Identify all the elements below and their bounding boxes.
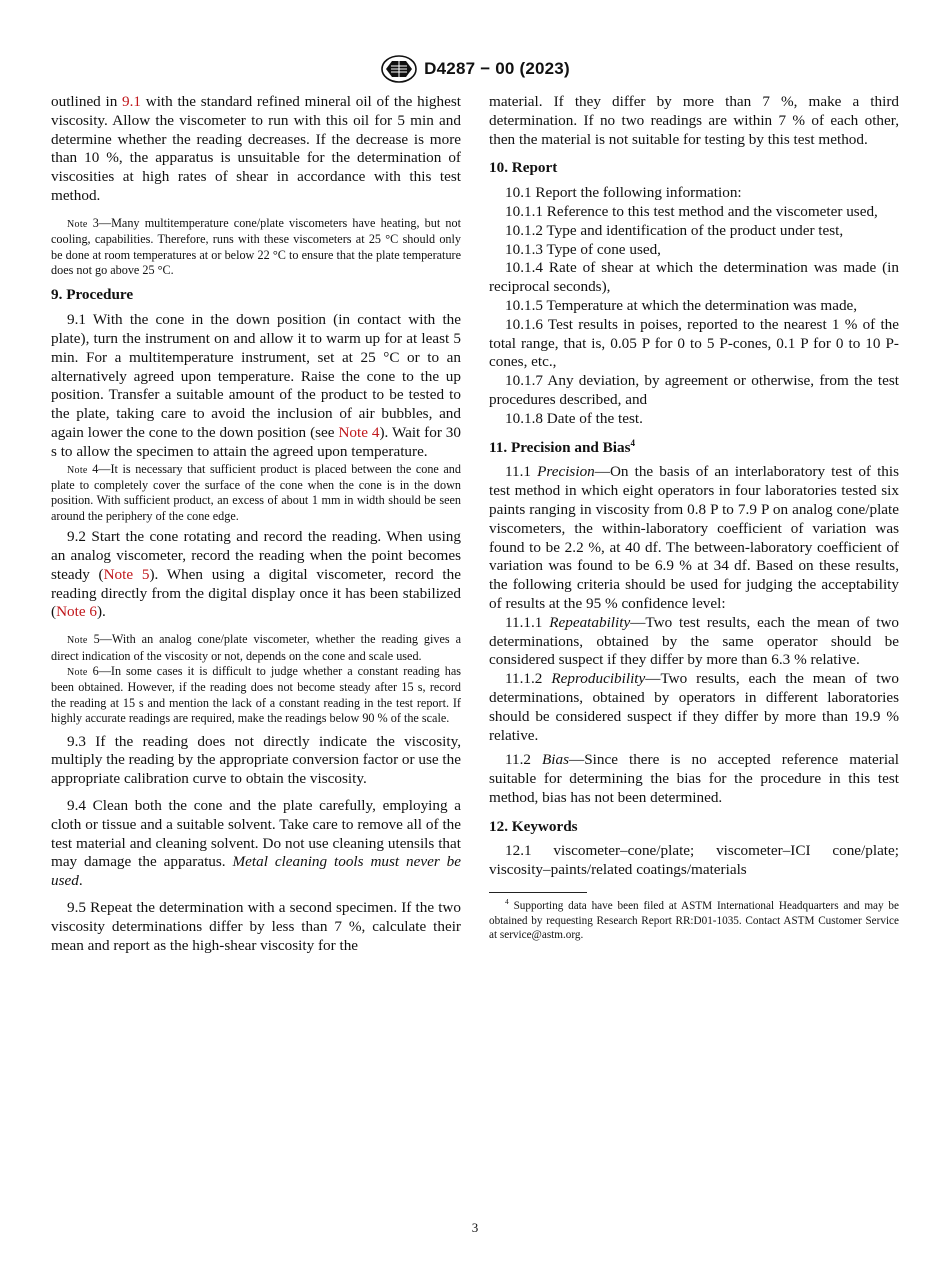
para-10-1-3: 10.1.3 Type of cone used, — [505, 240, 661, 258]
note-4: Note 4—It is necessary that sufficient product is placed between the cone and plate to completely cover the surface of the cone when the cone is in the down position. With sufficient product, an excess of about 1 mm in width should be seen around the periphery of the cone edge. — [51, 461, 461, 523]
heading-precision-and-bias: 11. Precision and Bias$^4$ — [489, 437, 635, 456]
para-12-1: 12.1 viscometer–cone/plate; viscometer–ICI cone/plate; viscosity–paints/related coatings/materials — [489, 842, 899, 879]
footnote-divider — [489, 892, 587, 893]
page-number: 3 — [471, 1220, 479, 1235]
para-9-5-continuation: material. If they differ by more than 7 %, make a third determination. If no two readings are within 7 % of each other, then the material is not suitable for testing by this test method. — [489, 93, 899, 148]
para-11-1-2: 11.1.2 Reproducibility—Two results, each the mean of two determinations, obtained by operators in different laboratories should be considered suspect if they differ by more than 19.9 % relative. — [489, 670, 899, 744]
footnote-4: $^4$ Supporting data have been filed at ASTM International Headquarters and may be obtained by requesting Research Report RR:D01-1035. Contact ASTM Customer Service at service@astm.org. — [489, 897, 899, 942]
note-3: Note 3—Many multitemperature cone/plate viscometers have heating, but not cooling, capabilities. Therefore, runs with these viscometers at 25 °C should only be done at room temperatures at or below 22 °C to ensure that the plate temperature does not go above 25 °C. — [51, 215, 461, 277]
note-5-link[interactable]: Note 5 — [103, 565, 150, 583]
page-header — [0, 54, 950, 89]
para-11-1-1: 11.1.1 Repeatability—Two test results, each the mean of two determinations, obtained by the same operator should be considered suspect if they differ by more than 6.3 % relative. — [489, 613, 900, 669]
para-10-1-6: 10.1.6 Test results in poises, reported to the nearest 1 % of the total range, that is, 0.05 P for 0 to 5 P-cones, 0.1 P for 0 to 10 P-cones, etc., — [489, 315, 899, 371]
heading-report: 10. Report — [489, 159, 558, 177]
para-10-1-8: 10.1.8 Date of the test. — [505, 409, 643, 427]
para-11-2: 11.2 Bias—Since there is no accepted reference material suitable for determining the bias for the procedure in this test method, bias has not been determined. — [489, 751, 900, 806]
section-8-continuation: outlined in 9.1 with the standard refined mineral oil of the highest viscosity. Allow the viscometer to run with this oil for 5 min and determine whether the reading decreases. If the decrease is more than 10 %, the apparatus is unsuitable for the determination of viscosities at high rates of shear in accordance with this test method. — [51, 93, 461, 204]
heading-keywords: 12. Keywords — [489, 817, 578, 835]
note-5: Note 5—With an analog cone/plate viscometer, whether the reading gives a direct indication of the viscosity or not, depends on the cone and scale used. — [51, 632, 461, 663]
para-10-1-5: 10.1.5 Temperature at which the determination was made, — [505, 296, 858, 314]
para-10-1-1: 10.1.1 Reference to this test method and the viscometer used, — [505, 202, 878, 220]
para-9-1: 9.1 With the cone in the down position (in contact with the plate), turn the instrument on and allow it to warm up for at least 5 min. For a multitemperature instrument, set at 25 °C or to an alternatively agreed upon temperature. Raise the cone to the up position. Transfer a suitable amount of the product to be tested to the plate, taking care to avoid the inclusion of air bubbles, and again lower the cone to the down position (see Note 4). Wait for 30 s to allow the specimen to attain the agreed upon temperature. — [51, 311, 461, 460]
para-10-1-4: 10.1.4 Rate of shear at which the determination was made (in reciprocal seconds), — [489, 259, 899, 296]
left-column — [51, 93, 461, 955]
para-11-1: 11.1 Precision—On the basis of an interlaboratory test of this test method in which eight operators in four laboratories tested six paints ranging in viscosity from 0.8 P to 7.9 P on analog cone/plate viscometers, the within-laboratory coefficient of variation was found to be 2.2 %, at 40 df. The between-laboratory coefficient of variation was found to be 6.9 % at 34 df. Based on these results, the following criteria should be used for judging the acceptability of results at the 95 % confidence level: — [489, 463, 900, 612]
para-9-2: 9.2 Start the cone rotating and record the reading. When using an analog viscometer, record the reading when the point becomes steady (Note 5). When using a digital viscometer, record the reading directly from the digital display once it has been stabilized (Note 6). — [51, 528, 461, 621]
right-column — [489, 93, 899, 943]
note-6-link[interactable]: Note 6 — [56, 603, 97, 621]
para-9-4: 9.4 Clean both the cone and the plate carefully, employing a cloth or tissue and a suitable solvent. Take care to remove all of the test material and cleaning solvent. Do not use cleaning utensils that may damage the apparatus. Metal cleaning tools must never be used. — [51, 797, 461, 890]
para-10-1: 10.1 Report the following information: — [505, 184, 742, 202]
document-designation: D4287 − 00 (2023) — [424, 59, 570, 78]
para-10-1-7: 10.1.7 Any deviation, by agreement or otherwise, from the test procedures described, and — [489, 372, 899, 408]
ref-9-1-link[interactable]: 9.1 — [122, 93, 142, 110]
astm-logo-icon — [380, 54, 418, 84]
note-4-link[interactable]: Note 4 — [338, 423, 380, 441]
para-10-1-2: 10.1.2 Type and identification of the product under test, — [505, 221, 844, 239]
note-6: Note 6—In some cases it is difficult to judge whether a constant reading has been obtained. However, if the reading does not become steady after 15 s, record the reading at 15 s and mention the lack of a constant reading in the test report. If highly accurate readings are required, make the readings below 90 % of the scale. — [51, 664, 461, 726]
para-9-3: 9.3 If the reading does not directly indicate the viscosity, multiply the reading by the appropriate conversion factor or use the appropriate calibration curve to obtain the viscosity. — [51, 732, 461, 788]
footnote-4-marker[interactable]: 4 — [630, 437, 635, 448]
para-9-5: 9.5 Repeat the determination with a second specimen. If the two viscosity determinations differ by less than 7 %, calculate their mean and report as the high-shear viscosity for the — [51, 899, 461, 954]
heading-procedure: 9. Procedure — [51, 286, 134, 304]
